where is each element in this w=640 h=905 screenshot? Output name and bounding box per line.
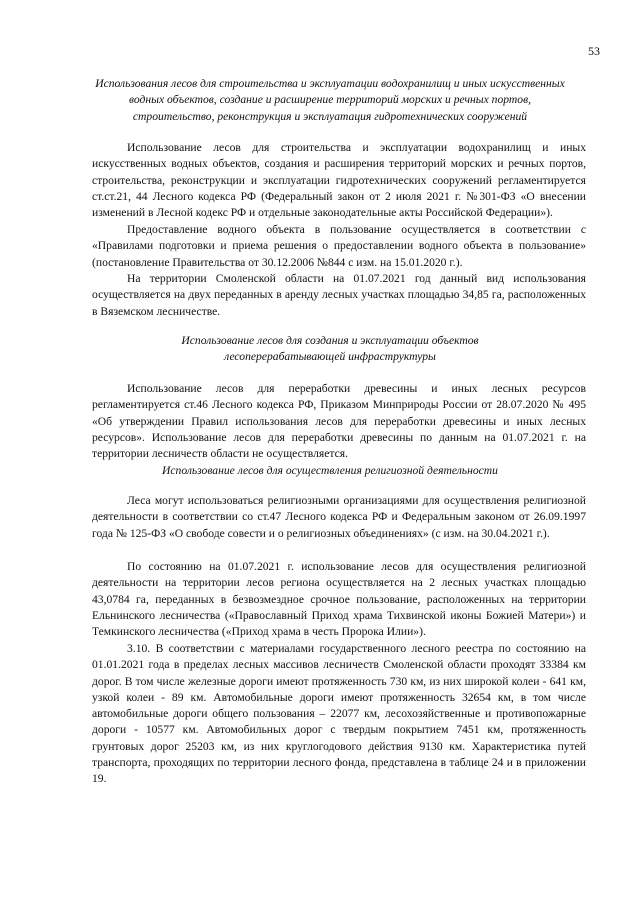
section-heading-wood-processing [92, 333, 568, 366]
paragraph-water-provision: Предоставление водного объекта в пользование осуществляется в соответствии с «Правилами подготовки и приема решения о предоставлении водного объекта в пользование» (постановление Правительства от 30.12.2006 №844 с изм. на 15.01.2020 г.). [92, 223, 586, 269]
paragraph-roads-3-10: 3.10. В соответствии с материалами государственного лесного реестра по состоянию на 01.01.2021 года в пределах лесных массивов лесничеств Смоленской области проходят 33384 км дорог. В том числе железные дороги имеют протяженность 730 км, из них широкой колеи - 641 км, узкой колеи - 89 км. Автомобильные дороги имеют протяженность 32654 км, в том числе автомобильные дороги общего пользования – 22077 км, лесохозяйственные и противопожарные дороги - 10577 км. Автомобильных дорог с твердым покрытием 7451 км, протяженность грунтовых дорог 25203 км, из них круглогодового действия 9130 км. Характеристика путей транспорта, проходящих по территории лесного фонда, представлена в таблице 24 и в приложении 19. [92, 642, 586, 786]
section-heading-line: лесоперерабатывающей инфраструктуры [224, 350, 436, 364]
section-heading-water-objects: Использования лесов для строительства и эксплуатации водохранилищ и иных искусственных водных объектов, создание и расширение территорий морских и речных портов, строительство, реконструкция и эксплуатация гидротехнических сооружений [95, 77, 565, 123]
paragraph-religious-status: По состоянию на 01.07.2021 г. использование лесов для осуществления религиозной деятельности на территории лесов региона осуществляется на 2 лесных участках площадью 43,0784 га, переданных в безвозмездное срочное пользование, расположенных на территории Ельнинского лесничества («Православный Приход храма Тихвинской иконы Божией Матери») и Темкинского лесничества («Приход храма в честь Пророка Илии»). [92, 560, 586, 639]
paragraph-wood-processing: Использование лесов для переработки древесины и иных лесных ресурсов регламентируется ст.46 Лесного кодекса РФ, Приказом Минприроды России от 28.07.2020 № 495 «Об утверждении Правил использования лесов для переработки древесины и иных лесных ресурсов». Использование лесов для переработки древесины по данным на 01.07.2021 г. на территории лесничеств области не осуществляется. [92, 382, 586, 461]
paragraph-religious-regulation: Леса могут использоваться религиозными организациями для осуществления религиозной деятельности в соответствии со ст.47 Лесного кодекса РФ и Федеральным законом от 26.09.1997 года № 125-ФЗ «О свободе совести и о религиозных объединениях» (с изм. на 30.04.2021 г.). [92, 494, 586, 540]
section-heading-religious-activity: Использование лесов для осуществления религиозной деятельности [162, 464, 498, 477]
paragraph-water-regulation: Использование лесов для строительства и эксплуатации водохранилищ и иных искусственных водных объектов, создания и расширения территорий морских и речных портов, строительства, реконструкции и эксплуатации гидротехнических сооружений регламентируется ст.ст.21, 44 Лесного кодекса РФ (Федеральный закон от 2 июля 2021 г. №301-ФЗ «О внесении изменений в Лесной кодекс РФ и отдельные законодательные акты Российской Федерации»). [92, 141, 586, 220]
page-number: 53 [588, 44, 600, 58]
paragraph-smolensk-water-use: На территории Смоленской области на 01.07.2021 год данный вид использования осуществляется на двух переданных в аренду лесных участках площадью 34,85 га, расположенных в Вяземском лесничестве. [92, 272, 586, 318]
section-heading-line: Использование лесов для создания и эксплуатации объектов [181, 334, 479, 347]
